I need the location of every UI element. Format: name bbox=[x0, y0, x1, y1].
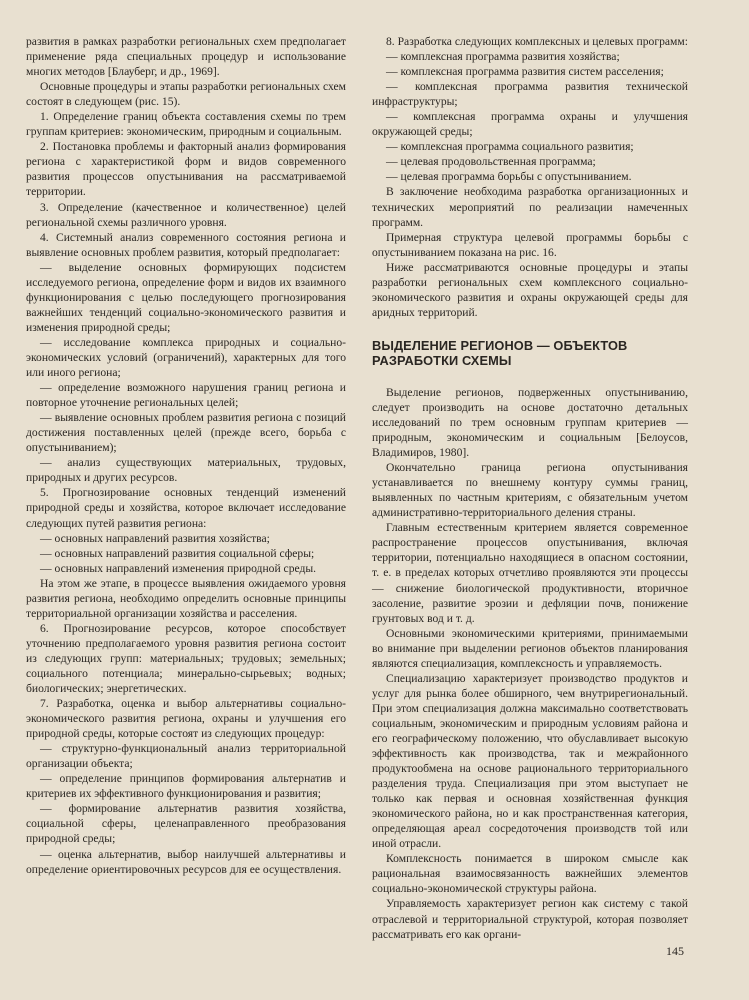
paragraph: — комплексная программа развития хозяйства; bbox=[386, 50, 620, 64]
paragraph: — основных направлений развития хозяйства; bbox=[40, 531, 270, 545]
paragraph: — комплексная программа развития технической инфраструктуры; bbox=[372, 80, 688, 109]
paragraph: — выделение основных формирующих подсистем исследуемого региона, определение форм и видов их взаимного функционирования с целью последующего прогнозирования важнейших тенденций социально-экономического развития и изменения природной среды; bbox=[26, 260, 346, 334]
paragraph: — определение принципов формирования альтернатив и критериев их эффективного функционирования и развития; bbox=[26, 772, 346, 801]
paragraph: Специализацию характеризует производство продуктов и услуг для рынка более обширного, чем внутрирегиональный. При этом специализация должна максимально соответствовать социальным, экономическим и природным условиям района и его географическому положению, что обуславливает высокую эффективность как производства, так и межрайонного продуктообмена на основе рационального территориального разделения труда. Специализация при этом выступает не только как первая и основная хозяйственная функция экономического района, но и как пространственная категория, определяющая ареал сосредоточения производств той или иной отрасли. bbox=[372, 671, 688, 851]
paragraph: — комплексная программа развития систем расселения; bbox=[386, 65, 664, 79]
left-column bbox=[26, 34, 346, 877]
right-column-bottom bbox=[372, 385, 688, 942]
paragraph: В заключение необходима разработка организационных и технических мероприятий по реализации намеченных программ. bbox=[372, 185, 688, 229]
paragraph: — исследование комплекса природных и социально-экономических условий (ограничений), характерных для того или иного региона; bbox=[26, 335, 346, 380]
paragraph: Окончательно граница региона опустынивания устанавливается по внешнему контуру суммы границ, выявленных по частным критериям, с обязательным учетом административно-территориального деления страны. bbox=[372, 461, 688, 520]
paragraph: 5. Прогнозирование основных тенденций изменений природной среды и хозяйства, которое включает исследование следующих путей развития региона: bbox=[26, 486, 346, 530]
paragraph: 6. Прогнозирование ресурсов, которое способствует уточнению предполагаемого уровня развития региона состоит из следующих групп: материальных; трудовых; земельных; социального потенциала; минерально-сырьевых; водных; биологических; энергетических. bbox=[26, 621, 346, 696]
paragraph: — структурно-функциональный анализ территориальной организации объекта; bbox=[26, 742, 346, 771]
paragraph: 8. Разработка следующих комплексных и целевых программ: bbox=[386, 35, 688, 48]
paragraph: Основные процедуры и этапы разработки региональных схем состоят в следующем (рис. 15). bbox=[26, 80, 346, 109]
paragraph: 2. Постановка проблемы и факторный анализ формирования региона с характеристикой форм и видов современного развития процессов опустынивания на рассматриваемой территории. bbox=[26, 140, 346, 199]
section-heading: ВЫДЕЛЕНИЕ РЕГИОНОВ — ОБЪЕКТОВ РАЗРАБОТКИ СХЕМЫ bbox=[372, 337, 628, 368]
paragraph: 1. Определение границ объекта составления схемы по трем группам критериев: экономическим, природным и социальным. bbox=[26, 110, 346, 139]
paragraph: 3. Определение (качественное и количественное) целей региональной схемы различного уровня. bbox=[26, 200, 346, 229]
paragraph: — основных направлений развития социальной сферы; bbox=[40, 546, 315, 560]
paragraph: На этом же этапе, в процессе выявления ожидаемого уровня развития региона, необходимо определить основные принципы территориальной организации хозяйства и расселения. bbox=[26, 576, 346, 620]
paragraph: — формирование альтернатив развития хозяйства, социальной сферы, целенаправленного преобразования природной среды; bbox=[26, 802, 346, 846]
paragraph: Ниже рассматриваются основные процедуры и этапы разработки региональных схем комплексного социально-экономического развития и охраны окружающей среды для аридных территорий. bbox=[372, 260, 688, 319]
paragraph: Главным естественным критерием является современное распространение процессов опустынивания, включая территории, потенциально находящиеся в опасном состоянии, т. е. в пределах которых отчетливо проявляются эти процессы — снижение биологической продуктивности, вторичное засоление, развитие эрозии и дефляции почв, понижение грунтовых вод и т. д. bbox=[372, 521, 688, 625]
right-column-top bbox=[372, 34, 688, 320]
paragraph: — анализ существующих материальных, трудовых, природных и других ресурсов. bbox=[26, 456, 346, 485]
page-number: 145 bbox=[666, 944, 684, 958]
paragraph: Примерная структура целевой программы борьбы с опустыниванием показана на рис. 16. bbox=[372, 230, 688, 259]
paragraph: — определение возможного нарушения границ региона и повторное уточнение региональных целей; bbox=[26, 381, 346, 410]
paragraph: 4. Системный анализ современного состояния региона и выявление основных проблем развития, который предполагает: bbox=[26, 230, 346, 259]
paragraph: — выявление основных проблем развития региона с позиций достижения поставленных целей (прежде всего, борьба с опустыниванием); bbox=[26, 411, 346, 455]
paragraph: Комплексность понимается в широком смысле как рациональная взаимосвязанность важнейших элементов социально-экономической структуры района. bbox=[372, 852, 688, 896]
paragraph: — комплексная программа охраны и улучшения окружающей среды; bbox=[372, 110, 688, 139]
paragraph: — комплексная программа социального развития; bbox=[386, 140, 634, 154]
paragraph: 7. Разработка, оценка и выбор альтернативы социально-экономического развития региона, охраны и улучшения его природной среды, которые состоят из следующих процедур: bbox=[26, 697, 346, 741]
paragraph: Выделение регионов, подверженных опустыниванию, следует производить на основе достаточно детальных исследований по трем основным группам критериев — природным, экономическим и социальным [Белоусов, Владимиров, 1980]. bbox=[372, 385, 688, 460]
paragraph: Управляемость характеризует регион как систему с такой отраслевой и территориальной структурой, которая позволяет рассматривать его как органи- bbox=[372, 897, 688, 941]
right-column bbox=[372, 34, 688, 942]
paragraph: — основных направлений изменения природной среды. bbox=[40, 561, 317, 575]
paragraph: — оценка альтернатив, выбор наилучшей альтернативы и определение ориентировочных ресурсов для ее осуществления. bbox=[26, 847, 346, 876]
paragraph: Основными экономическими критериями, принимаемыми во внимание при выделении регионов объектов планирования являются специализация, комплексность и управляемость. bbox=[372, 626, 688, 670]
paragraph: — целевая программа борьбы с опустыниванием. bbox=[386, 170, 632, 184]
paragraph: развития в рамках разработки региональных схем предполагает применение ряда специальных процедур и использование многих методов [Блауберг, и др., 1969]. bbox=[26, 35, 346, 79]
paragraph: — целевая продовольственная программа; bbox=[386, 155, 596, 169]
